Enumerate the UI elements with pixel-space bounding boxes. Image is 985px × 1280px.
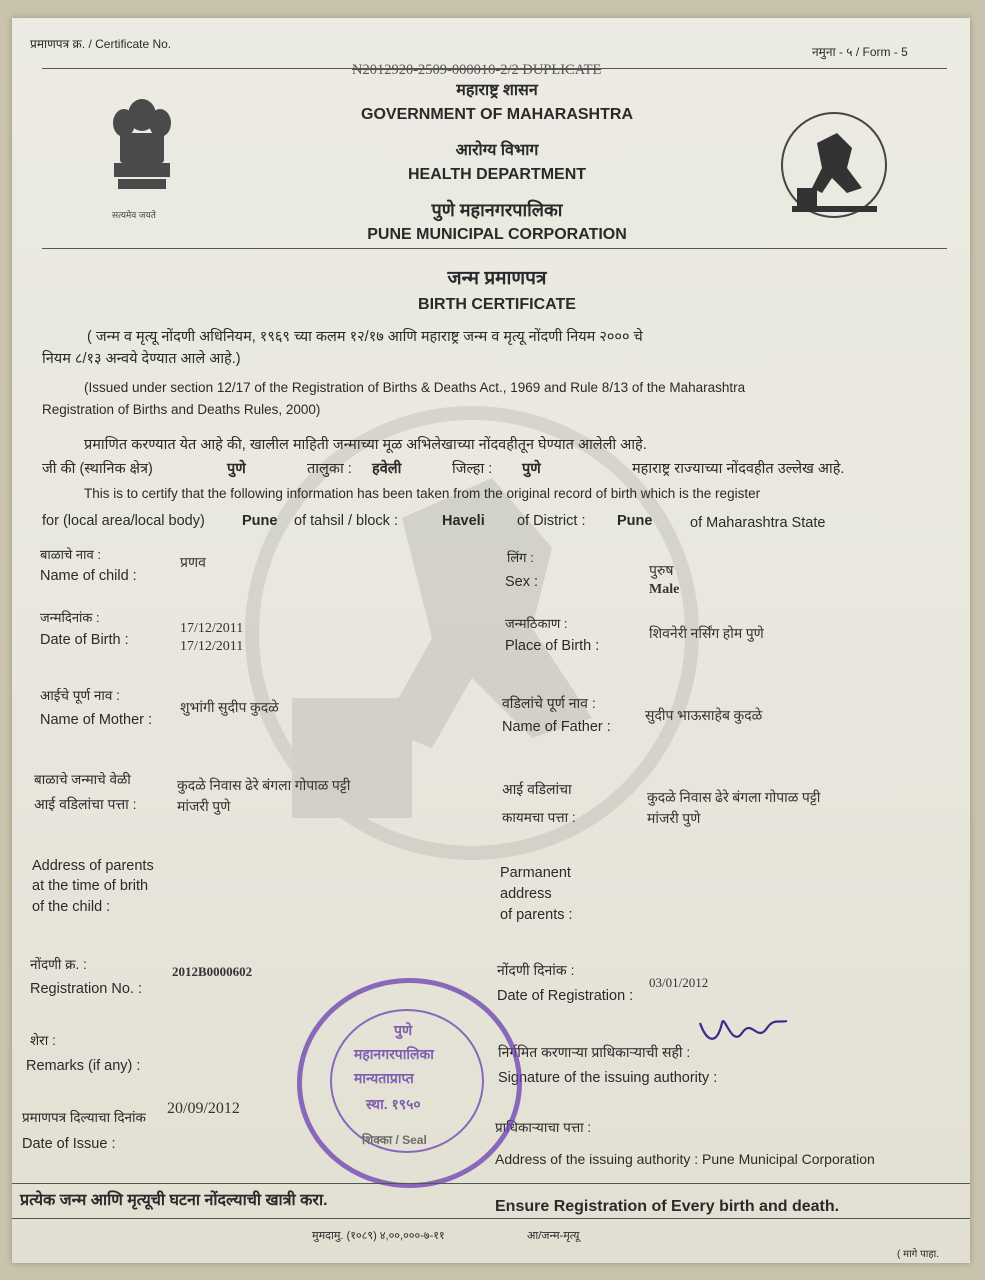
header-bottom-rule [42, 248, 947, 249]
certify-en-district: Pune [617, 513, 653, 529]
stamp-line-2: महानगरपालिका [354, 1046, 434, 1062]
corp-en: PUNE MUNICIPAL CORPORATION [367, 226, 627, 243]
issue-mr: प्रमाणपत्र दिल्याचा दिनांक [22, 1110, 146, 1125]
footer-mr: प्रत्येक जन्म आणि मृत्यूची घटना नोंदल्याची खात्री करा. [20, 1192, 328, 1209]
issue-en: Date of Issue : [22, 1136, 116, 1152]
official-seal-stamp [297, 978, 522, 1188]
dept-mr: आरोग्य विभाग [455, 142, 539, 159]
pmc-logo-icon [777, 108, 892, 223]
form-ref: आ/जन्म-मृत्यू [527, 1230, 580, 1242]
certify-mr-2-prefix: जी की (स्थानिक क्षेत्र) [42, 461, 153, 477]
addr-birth-en-2: at the time of brith [32, 878, 149, 894]
addr-perm-mr-1: आई वडिलांचा [502, 781, 572, 797]
child-name-mr: बाळाचे नाव : [40, 547, 101, 562]
certificate-no-label: प्रमाणपत्र क्र. / Certificate No. [30, 37, 172, 51]
title-mr: जन्म प्रमाणपत्र [447, 268, 547, 289]
certify-mr-1: प्रमाणित करण्यात येत आहे की, खालील माहिती जन्माच्या मूळ अभिलेखाच्या नोंदवहीतून घेण्यात आलेली आहे. [84, 437, 647, 453]
certify-en-suffix: of Maharashtra State [690, 515, 826, 531]
addr-birth-mr-2: आई वडिलांचा पत्ता : [34, 796, 137, 812]
addr-birth-mr-1: बाळाचे जन्माचे वेळी [34, 772, 131, 787]
turn-over-note: ( मागे पाहा. [897, 1249, 940, 1260]
remarks-mr: शेरा : [30, 1033, 56, 1048]
dob-value-1: 17/12/2011 [180, 621, 244, 636]
sex-mr: लिंग : [507, 550, 534, 565]
auth-addr-mr: प्राधिकाऱ्याचा पत्ता : [495, 1120, 592, 1135]
addr-perm-value-1: कुदळे निवास ढेरे बंगला गोपाळ पट्टी [647, 791, 821, 806]
certify-mr-taluka-label: तालुका : [307, 461, 352, 477]
issued-under-en-1: (Issued under section 12/17 of the Registration of Births & Deaths Act., 1969 and Rule 8/13 of the Maharashtra [84, 380, 746, 395]
pob-en: Place of Birth : [505, 638, 600, 654]
title-en: BIRTH CERTIFICATE [418, 296, 576, 313]
footer-rule [12, 1183, 970, 1184]
national-emblem-icon [102, 93, 182, 213]
child-name-en: Name of child : [40, 568, 137, 584]
father-value: सुदीप भाऊसाहेब कुदळे [645, 709, 763, 724]
reg-no-en: Registration No. : [30, 981, 143, 997]
sex-value-en: Male [649, 582, 680, 597]
addr-perm-mr-2: कायमचा पत्ता : [502, 810, 576, 825]
addr-perm-en-2: address [500, 886, 552, 902]
certify-mr-taluka: हवेली [372, 461, 402, 477]
emblem-caption: सत्यमेव जयते [112, 210, 156, 220]
certify-en-district-label: of District : [517, 513, 586, 529]
sign-en: Signature of the issuing authority : [498, 1070, 718, 1086]
addr-perm-en-3: of parents : [500, 907, 573, 923]
sex-en: Sex : [505, 574, 539, 590]
certify-mr-district: पुणे [522, 461, 541, 477]
certify-en-1: This is to certify that the following information has been taken from the original record of birth which is the register [84, 486, 761, 501]
addr-perm-value-2: मांजरी पुणे [647, 812, 701, 827]
issued-under-mr-1: ( जन्म व मृत्यू नोंदणी अधिनियम, १९६९ च्या कलम १२/१७ आणि महाराष्ट्र जन्म व मृत्यू नोंदणी नियम २००० चे [87, 329, 643, 345]
certify-en-local: Pune [242, 513, 278, 529]
reg-no-value: 2012B0000602 [172, 964, 253, 979]
sex-value-mr: पुरुष [649, 564, 674, 579]
stamp-line-5: शिक्का / Seal [362, 1133, 427, 1147]
addr-birth-en-1: Address of parents [32, 858, 154, 874]
reg-date-en: Date of Registration : [497, 988, 634, 1004]
signature-icon [692, 1003, 792, 1058]
form-label: नमुना - ५ / Form - 5 [812, 45, 908, 59]
addr-birth-en-3: of the child : [32, 899, 111, 915]
certify-mr-district-label: जिल्हा : [452, 461, 493, 477]
footer-bottom-rule [12, 1218, 970, 1219]
certify-en-prefix: for (local area/local body) [42, 513, 205, 529]
sign-mr: निर्गमित करणाऱ्या प्राधिकाऱ्याची सही : [498, 1044, 691, 1060]
mother-en: Name of Mother : [40, 712, 153, 728]
govt-en: GOVERNMENT OF MAHARASHTRA [361, 106, 633, 123]
reg-date-value: 03/01/2012 [649, 975, 709, 990]
certificate-number: N2012920-2509-000010-2/2 DUPLICATE [352, 62, 602, 78]
stamp-line-3: मान्यताप्राप्त [354, 1070, 414, 1086]
addr-birth-value-2: मांजरी पुणे [177, 800, 231, 815]
mother-value: शुभांगी सुदीप कुदळे [180, 701, 279, 716]
pob-value: शिवनेरी नर्सिंग होम पुणे [649, 627, 764, 642]
dob-mr: जन्मदिनांक : [40, 610, 100, 625]
dept-en: HEALTH DEPARTMENT [407, 166, 587, 183]
dob-en: Date of Birth : [40, 632, 129, 648]
stamp-line-1: पुणे [394, 1022, 413, 1038]
remarks-en: Remarks (if any) : [26, 1058, 141, 1074]
certify-en-tahsil: Haveli [442, 513, 485, 529]
father-mr: वडिलांचे पूर्ण नाव : [502, 695, 596, 711]
addr-birth-value-1: कुदळे निवास ढेरे बंगला गोपाळ पट्टी [177, 779, 351, 794]
auth-addr-en: Address of the issuing authority : Pune Municipal Corporation [495, 1151, 875, 1167]
certificate-sheet [12, 18, 970, 1263]
certify-en-tahsil-label: of tahsil / block : [294, 513, 398, 529]
reg-date-mr: नोंदणी दिनांक : [497, 962, 575, 978]
issued-under-mr-2: नियम ८/१३ अन्वये देण्यात आले आहे.) [42, 351, 241, 367]
issued-under-en-2: Registration of Births and Deaths Rules, 2000) [42, 402, 321, 417]
govt-mr: महाराष्ट्र शासन [456, 82, 538, 99]
pob-mr: जन्मठिकाण : [505, 616, 568, 631]
addr-perm-en-1: Parmanent [500, 865, 571, 881]
mother-mr: आईचे पूर्ण नाव : [40, 688, 120, 703]
father-en: Name of Father : [502, 719, 611, 735]
footer-en: Ensure Registration of Every birth and death. [495, 1198, 840, 1215]
issue-value: 20/09/2012 [167, 1100, 240, 1117]
child-name-value: प्रणव [180, 556, 206, 571]
certify-mr-local: पुणे [227, 461, 246, 477]
reg-no-mr: नोंदणी क्र. : [30, 957, 87, 972]
certify-mr-suffix: महाराष्ट्र राज्याच्या नोंदवहीत उल्लेख आहे. [632, 461, 845, 477]
corp-mr: पुणे महानगरपालिका [431, 200, 563, 220]
print-info: मुमदामु. (१०८९) ४,००,०००-७-११ [312, 1230, 445, 1242]
stamp-line-4: स्था. १९५० [366, 1096, 421, 1112]
dob-value-2: 17/12/2011 [180, 639, 244, 654]
